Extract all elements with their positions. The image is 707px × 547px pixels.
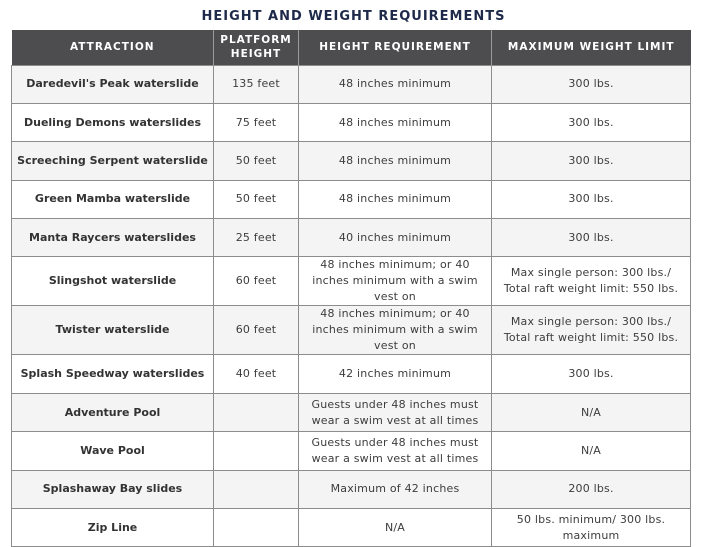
- table-row: [12, 509, 691, 547]
- weight-limit-cell: 300 lbs.: [492, 180, 691, 218]
- height-requirement-cell: Maximum of 42 inches: [299, 470, 492, 508]
- attraction-cell: Daredevil's Peak waterslide: [12, 65, 214, 103]
- platform-height-cell: [214, 393, 299, 431]
- table-row: [12, 355, 691, 393]
- height-requirement-cell: 48 inches minimum: [299, 142, 492, 180]
- platform-height-cell: 135 feet: [214, 65, 299, 103]
- attraction-cell: Screeching Serpent waterslide: [12, 142, 214, 180]
- attraction-cell: Manta Raycers waterslides: [12, 219, 214, 257]
- height-requirement-cell: Guests under 48 inches must wear a swim vest at all times: [299, 393, 492, 431]
- platform-height-cell: [214, 432, 299, 470]
- weight-limit-cell: 300 lbs.: [492, 355, 691, 393]
- platform-height-cell: 75 feet: [214, 103, 299, 141]
- platform-height-cell: 60 feet: [214, 306, 299, 355]
- height-requirement-cell: 48 inches minimum: [299, 65, 492, 103]
- weight-limit-cell: 200 lbs.: [492, 470, 691, 508]
- weight-limit-cell: 300 lbs.: [492, 142, 691, 180]
- height-requirement-cell: N/A: [299, 509, 492, 547]
- requirements-table: [11, 30, 691, 547]
- height-requirement-cell: 48 inches minimum: [299, 103, 492, 141]
- attraction-cell: Zip Line: [12, 509, 214, 547]
- header-attraction: ATTRACTION: [12, 30, 214, 65]
- platform-height-cell: [214, 509, 299, 547]
- table-row: [12, 470, 691, 508]
- table-row: [12, 219, 691, 257]
- height-requirement-cell: 48 inches minimum; or 40 inches minimum with a swim vest on: [299, 257, 492, 306]
- weight-limit-cell: Max single person: 300 lbs./ Total raft weight limit: 550 lbs.: [492, 257, 691, 306]
- table-row: [12, 180, 691, 218]
- table-row: [12, 432, 691, 470]
- header-height-requirement: HEIGHT REQUIREMENT: [299, 30, 492, 65]
- weight-limit-cell: 50 lbs. minimum/ 300 lbs. maximum: [492, 509, 691, 547]
- attraction-cell: Adventure Pool: [12, 393, 214, 431]
- platform-height-cell: 25 feet: [214, 219, 299, 257]
- table-header-row: [12, 30, 691, 65]
- table-row: [12, 65, 691, 103]
- attraction-cell: Dueling Demons waterslides: [12, 103, 214, 141]
- attraction-cell: Wave Pool: [12, 432, 214, 470]
- header-maximum-weight-limit: MAXIMUM WEIGHT LIMIT: [492, 30, 691, 65]
- attraction-cell: Twister waterslide: [12, 306, 214, 355]
- platform-height-cell: [214, 470, 299, 508]
- table-row: [12, 257, 691, 306]
- attraction-cell: Splashaway Bay slides: [12, 470, 214, 508]
- platform-height-cell: 50 feet: [214, 180, 299, 218]
- table-row: [12, 142, 691, 180]
- weight-limit-cell: 300 lbs.: [492, 219, 691, 257]
- attraction-cell: Slingshot waterslide: [12, 257, 214, 306]
- table-row: [12, 306, 691, 355]
- weight-limit-cell: N/A: [492, 432, 691, 470]
- height-requirement-cell: 48 inches minimum; or 40 inches minimum with a swim vest on: [299, 306, 492, 355]
- table-row: [12, 103, 691, 141]
- height-requirement-cell: Guests under 48 inches must wear a swim vest at all times: [299, 432, 492, 470]
- platform-height-cell: 50 feet: [214, 142, 299, 180]
- platform-height-cell: 40 feet: [214, 355, 299, 393]
- height-requirement-cell: 40 inches minimum: [299, 219, 492, 257]
- height-requirement-cell: 48 inches minimum: [299, 180, 492, 218]
- platform-height-cell: 60 feet: [214, 257, 299, 306]
- weight-limit-cell: 300 lbs.: [492, 103, 691, 141]
- attraction-cell: Splash Speedway waterslides: [12, 355, 214, 393]
- header-platform-height: PLATFORM HEIGHT: [214, 30, 299, 65]
- weight-limit-cell: N/A: [492, 393, 691, 431]
- table-row: [12, 393, 691, 431]
- height-requirement-cell: 42 inches minimum: [299, 355, 492, 393]
- weight-limit-cell: 300 lbs.: [492, 65, 691, 103]
- attraction-cell: Green Mamba waterslide: [12, 180, 214, 218]
- page-title: HEIGHT AND WEIGHT REQUIREMENTS: [201, 9, 506, 24]
- weight-limit-cell: Max single person: 300 lbs./ Total raft weight limit: 550 lbs.: [492, 306, 691, 355]
